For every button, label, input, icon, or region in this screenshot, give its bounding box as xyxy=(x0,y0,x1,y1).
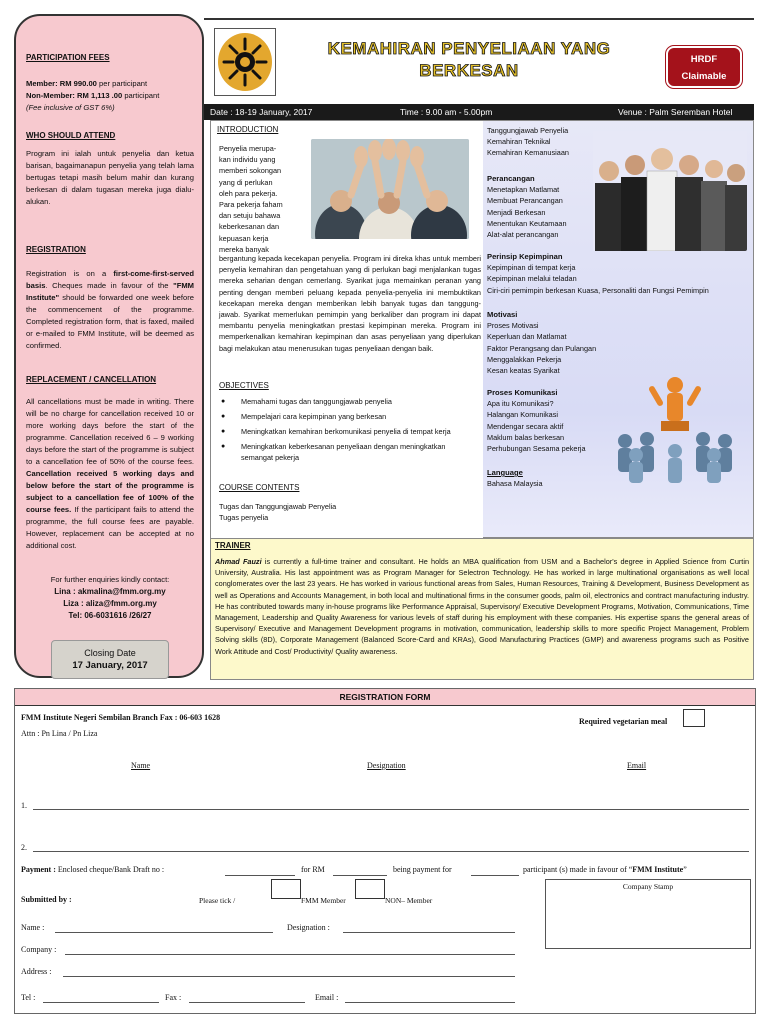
repl-text-1: All cancellations must be made in writing. There will be no charge for cancellation received 10 or more working days before the start of the programme. Cancellation received 6 – 9 working days before the start of the programme is subject to a cancellation fee of 50% of the course fees. xyxy=(26,397,194,466)
claimable-label: Claimable xyxy=(681,71,727,82)
fees-block xyxy=(26,78,194,114)
motivasi-list xyxy=(487,320,617,376)
registration-text xyxy=(26,268,194,352)
amount-field[interactable] xyxy=(333,875,387,876)
email-label: Email : xyxy=(315,993,339,1002)
designation-field[interactable] xyxy=(343,932,515,933)
enquiry-block xyxy=(26,574,194,622)
row-2-label: 2. xyxy=(21,843,27,852)
payment-cheque-label: Enclosed cheque/Bank Draft no : xyxy=(57,865,165,874)
payment-line xyxy=(21,865,164,874)
submitted-by-label: Submitted by : xyxy=(21,895,72,904)
who-text: Program ini ialah untuk penyelia dan ketua barisan, bagaimanapun penyelia yang telah lama bertugas tetapi masih belum mahir dan kurang berkesan di dalam tugasan mereka juga dialu-alukan. xyxy=(26,149,194,206)
motivasi-item: Menggalakkan Pekerja xyxy=(487,354,562,364)
course-title xyxy=(284,38,654,82)
payment-for-label: being payment for xyxy=(393,865,452,874)
cheque-number-field[interactable] xyxy=(225,875,295,876)
intro-side-line: memberi sokongan xyxy=(219,166,282,176)
payment-close-quote: ” xyxy=(683,865,687,874)
payment-payee: FMM Institute xyxy=(632,865,684,874)
komunikasi-section xyxy=(487,387,617,454)
trainer-bio-text: is currently a full-time trainer and consultant. He holds an MBA qualification from USM and a Bachelor's degree in Applied Science from Curtin University, Australia. His last appointment was as Program Manager for Selectron Technology. He has worked in large multinational organisations as well local conglomerates over the last 23 years. He has worked in various functional areas from Sales, Human Resources, Training & Development, Business Development as well as Operations and Accounts Management, in both local and multinational firms in the consumer goods, palm oil, electronics and contract manufacturing industry. He has contributed towards many in-house programs like Performance Appraisal, Supervisory/ Executive Development Programs, Motivation, Communications, Time Management, Leadership and Quality Awareness for various levels of staff during his employment with these companies. His expertise spans the general areas of Supervisory/ Executive and Management Development programs in motivation, communication, leadership skills to more specific Project Management, Problem Solving skills (8D), Corporate Management (Balanced Score-Card and KRAs), Good Manufacturing Practices (GMP) and awareness programs such as Positive Work Attitude and Cost/ Productivity/ Quality awareness. xyxy=(215,557,750,656)
contents-item: Tugas dan Tanggungjawab Penyelia xyxy=(219,502,337,511)
perinsip-section xyxy=(487,251,751,296)
title-line-1: KEMAHIRAN PENYELIAAN YANG xyxy=(327,39,611,58)
non-member-label: NON– Member xyxy=(385,896,433,905)
company-stamp-box xyxy=(545,879,751,949)
fmm-logo xyxy=(214,28,276,96)
business-team-photo xyxy=(593,131,747,251)
event-date: Date : 18-19 January, 2017 xyxy=(210,107,313,117)
event-info-bar xyxy=(204,104,754,120)
row-1-field[interactable] xyxy=(33,809,749,810)
motivasi-item: Faktor Perangsang dan Pulangan xyxy=(487,343,597,353)
intro-body: bergantung kepada kecekapan penyelia. Program ini direka khas untuk memberi penyelia kemahiran dan pengetahuan yang di perlukan bagi menjalankan tugas mereka seharian dengan cemerlang. Syarikat juga memainkan peranan yang penting dengan memberi peluang kepada penyelia-penyelia ini membuktikan kecekapan mereka dengan memberikan lebih banyak tugas dan tanggung-jawab. Syarikat memerlukan pemimpin yang berkaliber dan program ini dapat membantu penyelia meningkatkan prestasi kepimpinan mereka. Program ini memperkenalkan kemahiran kepimpinan dan asas penyeliaan yang diperlukan bagi melakukan atau menerusukan tugas penyeliaan dengan baik. xyxy=(219,254,481,353)
event-time: Time : 9.00 am - 5.00pm xyxy=(400,107,493,117)
intro-heading: INTRODUCTION xyxy=(217,125,279,134)
registration-form xyxy=(14,688,756,1014)
komunikasi-item: Perhubungan Sesama pekerja xyxy=(487,444,586,454)
nonmember-fee-suffix: participant xyxy=(122,91,160,100)
reg-bold-2: "FMM Institute" xyxy=(26,281,194,302)
intro-side-text xyxy=(219,143,307,255)
intro-side-line: Penyelia merupa- xyxy=(219,144,277,153)
motivasi-item: Keperluan dan Matlamat xyxy=(487,332,567,342)
payment-rm-label: for RM xyxy=(301,865,325,874)
enquiry-label: For further enquiries kindly contact: xyxy=(50,575,170,584)
team-high-five-photo xyxy=(311,139,469,239)
perancangan-item: Menjadi Berkesan xyxy=(487,207,546,217)
name-label: Name : xyxy=(21,923,45,932)
payment-favour xyxy=(523,865,687,874)
right-column xyxy=(483,121,753,537)
intro-side-line: keberkesanan dan xyxy=(219,222,280,232)
perancangan-item: Membuat Perancangan xyxy=(487,196,563,206)
reg-text-3: should be forwarded one week before the commencement of the programme. Completed registration form, that is faxed, mailed or e-mailed to FMM Institute, will be deemed as confirmed. xyxy=(26,293,194,350)
closing-date: 17 January, 2017 xyxy=(72,660,148,671)
trainer-name: Ahmad Fauzi xyxy=(215,557,262,566)
intro-side-line: kan individu yang xyxy=(219,155,276,165)
vegetarian-checkbox[interactable] xyxy=(683,709,705,727)
attn-line: Attn : Pn Lina / Pn Liza xyxy=(21,729,98,738)
email-field[interactable] xyxy=(345,1002,515,1003)
komunikasi-heading: Proses Komunikasi xyxy=(487,388,558,397)
replacement-heading: REPLACEMENT / CANCELLATION xyxy=(26,375,157,384)
logo-circle xyxy=(218,33,272,91)
komunikasi-item: Maklum balas berkesan xyxy=(487,432,565,442)
reg-bold-1: first-come-first-served basis xyxy=(26,269,194,290)
company-label: Company : xyxy=(21,945,57,954)
contact-liza: Liza : aliza@fmm.org.my xyxy=(63,599,157,608)
address-label: Address : xyxy=(21,967,52,976)
intro-side-line: oleh para pekerja. xyxy=(219,188,278,198)
nonmember-fee: Non-Member: RM 1,113 .00 xyxy=(26,91,123,100)
objective-item: ● Meningkatkan keberkesanan penyeliaan dengan meningkatkan semangat pekerja xyxy=(219,441,479,463)
header xyxy=(204,18,754,104)
perinsip-item: Ciri-ciri pemimpin berkesan Kuasa, Personaliti dan Fungsi Pemimpin xyxy=(487,285,709,295)
col-designation-header: Designation xyxy=(367,761,406,770)
responsibility-topic: Kemahiran Teknikal xyxy=(487,137,551,147)
objectives-list xyxy=(219,396,479,467)
closing-label: Closing Date xyxy=(84,648,136,658)
motivasi-item: Proses Motivasi xyxy=(487,321,539,331)
komunikasi-item: Mendengar secara aktif xyxy=(487,421,564,431)
objectives-heading: OBJECTIVES xyxy=(219,381,269,390)
closing-date-box xyxy=(51,640,169,679)
perancangan-heading: Perancangan xyxy=(487,174,535,183)
contact-tel: Tel: 06-6031616 /26/27 xyxy=(68,611,152,620)
fax-label: Fax : xyxy=(165,993,182,1002)
leader-figures-image xyxy=(605,371,745,483)
intro-side-line: Para pekerja faham xyxy=(219,200,283,210)
intro-side-line: dan setuju bahawa xyxy=(219,211,281,221)
perancangan-list xyxy=(487,184,615,240)
address-field[interactable] xyxy=(63,976,515,977)
non-member-checkbox[interactable] xyxy=(355,879,385,899)
payment-label: Payment : xyxy=(21,865,56,874)
fax-field[interactable] xyxy=(189,1002,305,1003)
responsibility-topics xyxy=(487,125,607,159)
company-stamp-label: Company Stamp xyxy=(622,882,674,891)
objective-item: ● Memahami tugas dan tanggungjawab penyelia xyxy=(219,396,479,407)
fmm-member-checkbox[interactable] xyxy=(271,879,301,899)
tel-label: Tel : xyxy=(21,993,36,1002)
left-column xyxy=(211,121,483,539)
participant-count-field[interactable] xyxy=(471,875,519,876)
content-panel xyxy=(210,120,754,538)
contents-item: Tugas penyelia xyxy=(219,513,269,523)
language-section xyxy=(487,467,617,489)
perancangan-item: Menetapkan Matlamat xyxy=(487,185,560,195)
form-title: REGISTRATION FORM xyxy=(15,689,755,706)
replacement-text xyxy=(26,396,194,552)
row-1-label: 1. xyxy=(21,801,27,810)
title-line-2: BERKESAN xyxy=(419,61,519,80)
trainer-heading: TRAINER xyxy=(215,541,251,550)
komunikasi-item: Halangan Komunikasi xyxy=(487,410,558,420)
high-five-illustration xyxy=(311,139,469,239)
please-tick-label: Please tick / xyxy=(199,896,236,905)
perinsip-list xyxy=(487,262,751,296)
intro-side-line: mereka banyak xyxy=(219,244,269,254)
branch-fax: FMM Institute Negeri Sembilan Branch Fax : 06-603 1628 xyxy=(21,713,221,722)
col-name-header: Name xyxy=(131,761,151,770)
trainer-section xyxy=(210,538,754,680)
objective-item: ● Meningkatkan kemahiran berkomunikasi penyelia di tempat kerja xyxy=(219,426,479,437)
trainer-bio xyxy=(215,556,749,657)
who-heading: WHO SHOULD ATTEND xyxy=(26,131,116,140)
reg-text-2: . Cheques made in favour of the xyxy=(45,281,174,290)
intro-side-line: kepuasan kerja xyxy=(219,233,269,243)
fees-heading: PARTICIPATION FEES xyxy=(26,53,110,62)
designation-label: Designation : xyxy=(287,923,330,932)
registration-heading: REGISTRATION xyxy=(26,245,86,254)
company-field[interactable] xyxy=(65,954,515,955)
name-field[interactable] xyxy=(55,932,273,933)
member-fee-suffix: per participant xyxy=(96,79,148,88)
motivasi-item: Kesan keatas Syarikat xyxy=(487,366,560,376)
perinsip-heading: Perinsip Kepimpinan xyxy=(487,252,563,261)
fee-note: (Fee inclusive of GST 6%) xyxy=(26,103,115,112)
perancangan-item: Alat-alat perancangan xyxy=(487,230,559,240)
repl-text-2: If the participant fails to attend the programme, the full course fees are payable. However, replacement can be accepted at no additional cost. xyxy=(26,505,194,550)
vegetarian-label: Required vegetarian meal xyxy=(579,717,668,726)
responsibility-topic: Tanggungjawab Penyelia xyxy=(487,126,569,135)
row-2-field[interactable] xyxy=(33,851,749,852)
responsibility-topic: Kemahiran Kemanusiaan xyxy=(487,148,569,158)
contents-list xyxy=(219,501,479,523)
perancangan-item: Menentukan Keutamaan xyxy=(487,218,567,228)
logo-emblem-icon xyxy=(218,33,272,91)
motivasi-heading: Motivasi xyxy=(487,310,518,319)
reg-text-1: Registration is on a xyxy=(26,269,114,278)
motivasi-section xyxy=(487,309,617,376)
member-fee: Member: RM 990.00 xyxy=(26,79,97,88)
contact-lina: Lina : akmalina@fmm.org.my xyxy=(54,587,166,596)
col-email-header: Email xyxy=(627,761,647,770)
perinsip-item: Kepimpinan melalui teladan xyxy=(487,274,577,284)
language-value: Bahasa Malaysia xyxy=(487,479,543,489)
repl-bold: Cancellation received 5 working days and below before the start of the programme is subject to a cancellation fee of 100% of the course fees. xyxy=(26,469,194,514)
perancangan-section xyxy=(487,173,615,240)
objective-item: ● Mempelajari cara kepimpinan yang berkesan xyxy=(219,411,479,422)
hrdf-label: HRDF xyxy=(690,54,718,65)
fmm-member-label: FMM Member xyxy=(301,896,346,905)
perinsip-item: Kepimpinan di tempat kerja xyxy=(487,263,576,273)
leader-figures-illustration xyxy=(605,371,745,483)
info-sidebar xyxy=(14,14,204,678)
komunikasi-list xyxy=(487,398,617,454)
intro-side-line: yang di perlukan xyxy=(219,177,273,187)
hrdf-badge xyxy=(666,46,742,88)
team-illustration xyxy=(593,131,747,251)
contents-heading: COURSE CONTENTS xyxy=(219,483,300,492)
payment-favour-text: participant (s) made in favour of “ xyxy=(523,865,633,874)
language-heading: Language xyxy=(487,468,523,477)
event-venue: Venue : Palm Seremban Hotel xyxy=(618,107,733,117)
komunikasi-item: Apa itu Komunikasi? xyxy=(487,399,554,409)
tel-field[interactable] xyxy=(43,1002,159,1003)
